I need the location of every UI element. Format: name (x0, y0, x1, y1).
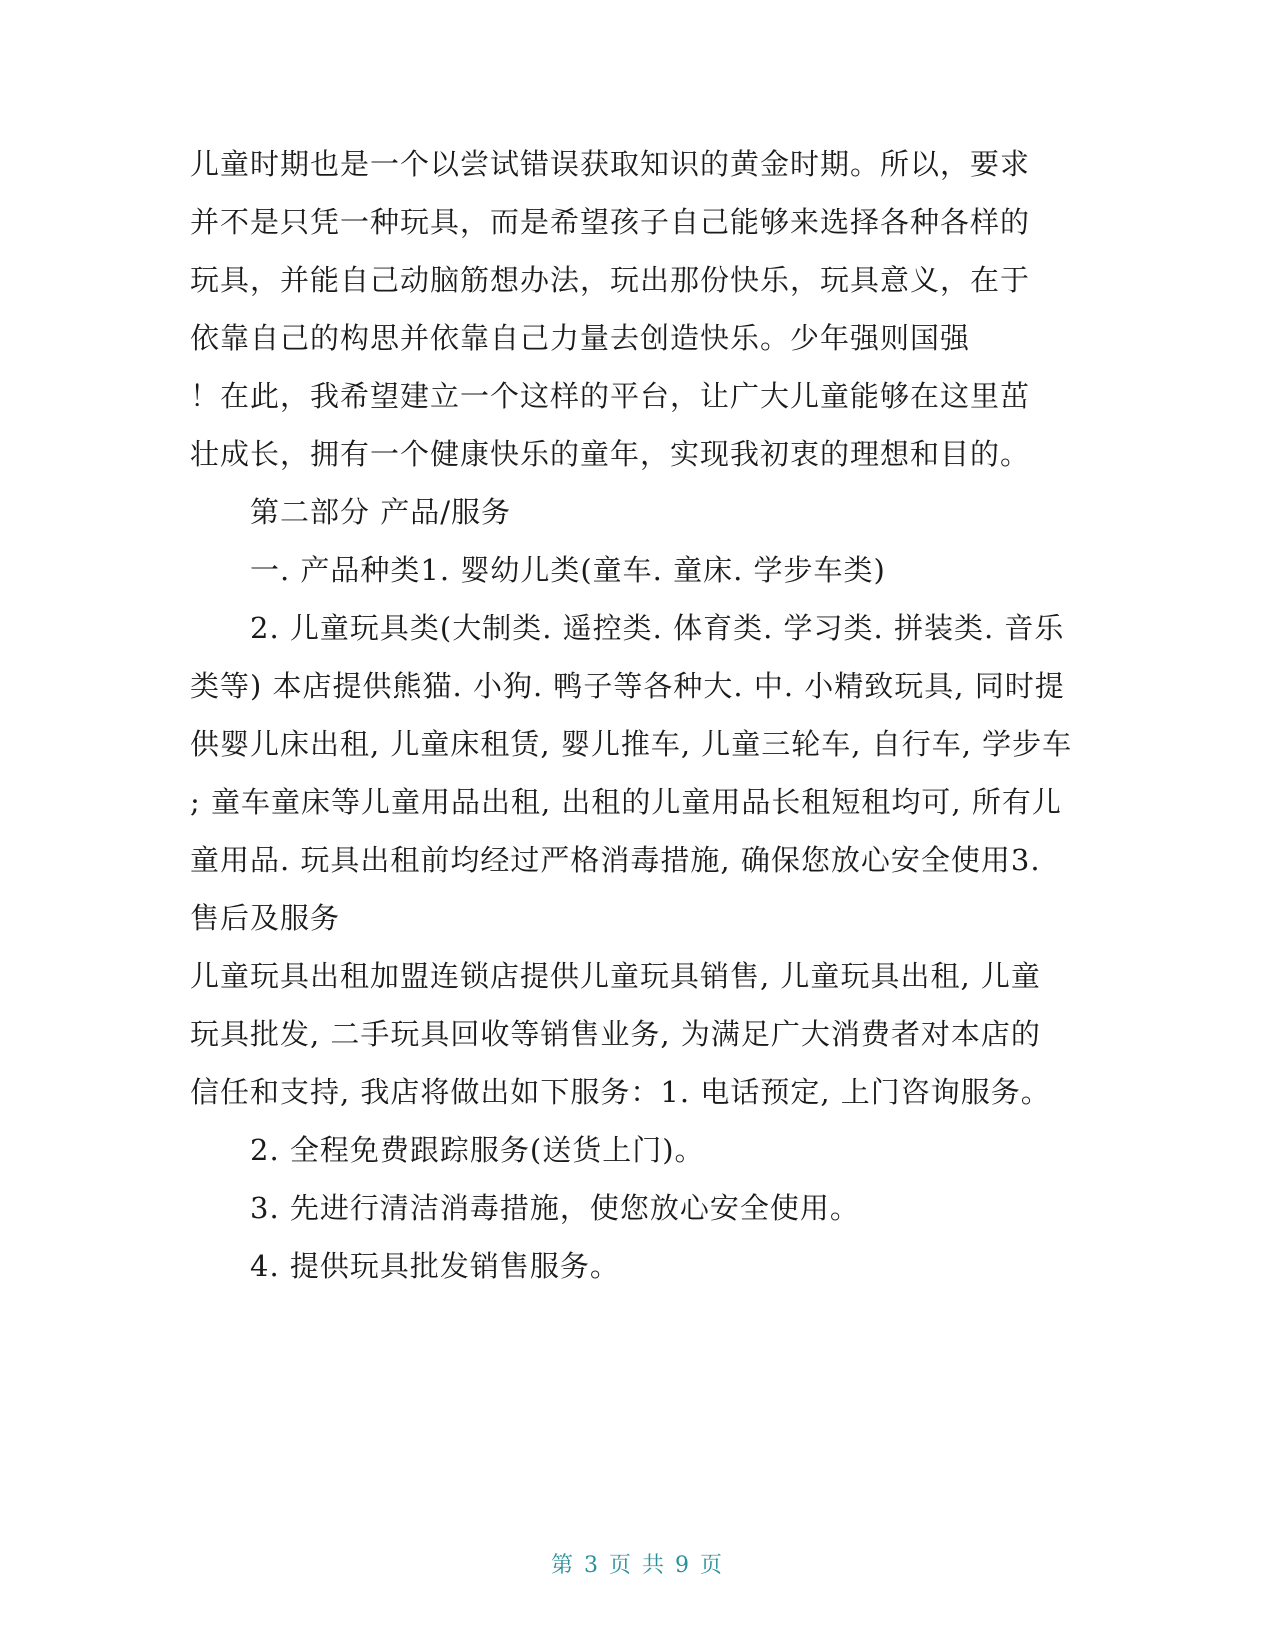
paragraph-line: 壮成长，拥有一个健康快乐的童年，实现我初衷的理想和目的。 (190, 437, 1031, 471)
paragraph-line: 售后及服务 (190, 901, 341, 935)
paragraph-line: 儿童时期也是一个以尝试错误获取知识的黄金时期。所以，要求 (190, 147, 1031, 181)
paragraph-line: 玩具，并能自己动脑筋想办法，玩出那份快乐，玩具意义，在于 (190, 263, 1031, 297)
list-item: 4. 提供玩具批发销售服务。 (250, 1249, 620, 1283)
paragraph-line: 供婴儿床出租, 儿童床租赁, 婴儿推车, 儿童三轮车, 自行车, 学步车 (190, 727, 1073, 761)
paragraph-line: 类等) 本店提供熊猫. 小狗. 鸭子等各种大. 中. 小精致玩具, 同时提 (190, 669, 1065, 703)
paragraph-line: 玩具批发, 二手玩具回收等销售业务, 为满足广大消费者对本店的 (190, 1017, 1041, 1051)
paragraph-line: 儿童玩具出租加盟连锁店提供儿童玩具销售, 儿童玩具出租, 儿童 (190, 959, 1041, 993)
list-item: 2. 全程免费跟踪服务(送货上门)。 (250, 1133, 705, 1167)
list-item: 3. 先进行清洁消毒措施，使您放心安全使用。 (250, 1191, 860, 1225)
paragraph-line: 童用品. 玩具出租前均经过严格消毒措施, 确保您放心安全使用3. (190, 843, 1041, 877)
paragraph-line: 2. 儿童玩具类(大制类. 遥控类. 体育类. 学习类. 拼装类. 音乐 (250, 611, 1065, 645)
paragraph-line: 一. 产品种类1. 婴幼儿类(童车. 童床. 学步车类) (250, 553, 886, 587)
section-heading: 第二部分 产品/服务 (250, 495, 511, 529)
page-number-footer: 第 3 页 共 9 页 (551, 1553, 724, 1578)
paragraph-line: 依靠自己的构思并依靠自己力量去创造快乐。少年强则国强 (190, 321, 971, 355)
paragraph-line: ！在此，我希望建立一个这样的平台，让广大儿童能够在这里茁 (190, 379, 1031, 413)
paragraph-line: 信任和支持, 我店将做出如下服务：1. 电话预定, 上门咨询服务。 (190, 1075, 1051, 1109)
paragraph-line: 并不是只凭一种玩具，而是希望孩子自己能够来选择各种各样的 (190, 205, 1031, 239)
paragraph-line: ; 童车童床等儿童用品出租, 出租的儿童用品长租短租均可, 所有儿 (190, 785, 1062, 819)
